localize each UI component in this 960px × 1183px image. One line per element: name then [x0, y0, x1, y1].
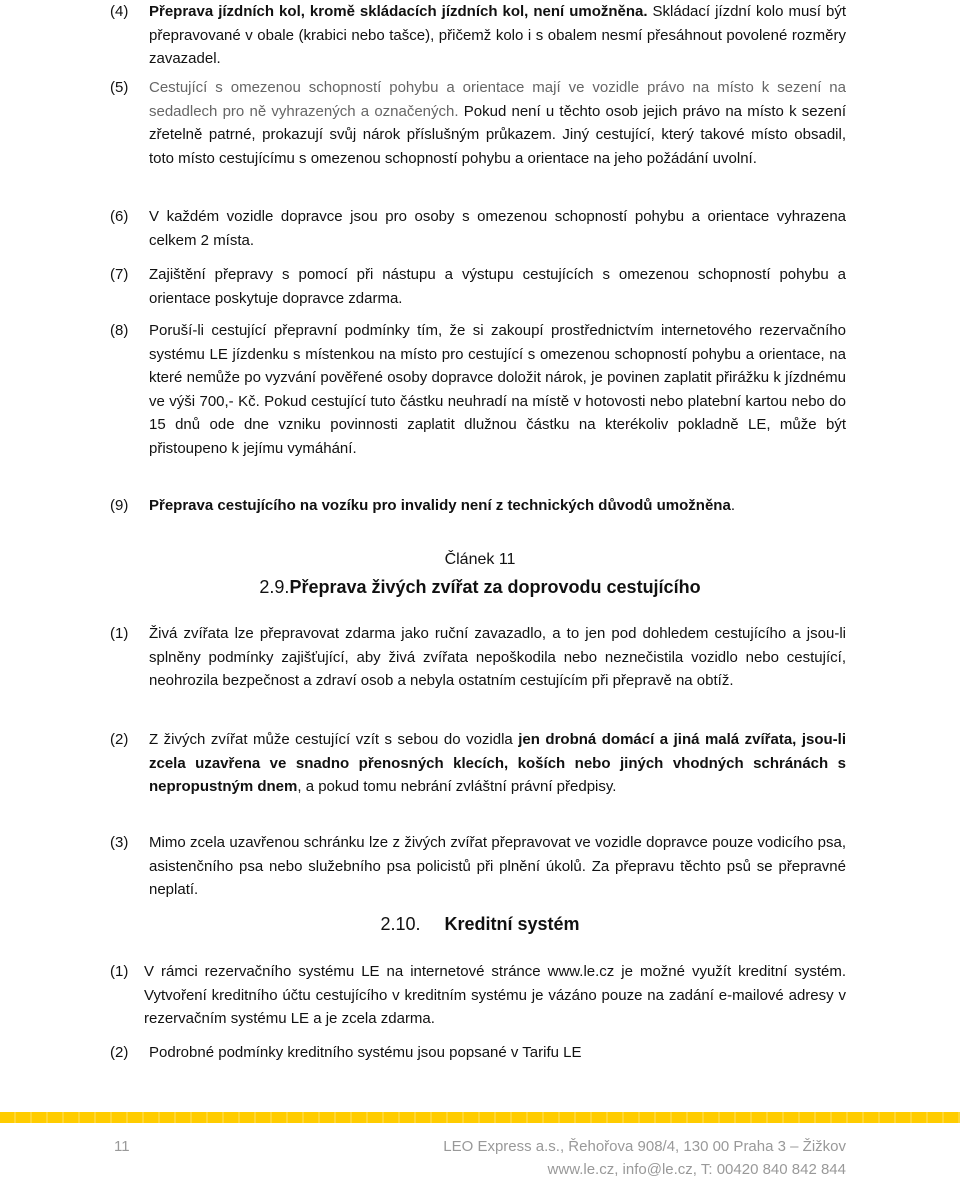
paragraph-text: Poruší-li cestující přepravní podmínky tím, že si zakoupí prostřednictvím internetového rezervačního systému LE jízdenku s místenkou na místo pro cestující s omezenou schopností pohybu a orientace, na které nemůže po vyzvání pověřené osoby dopravce doložit nárok, je povinen zaplatit přirážku k jízdnému ve výši 700,- Kč. Pokud cestující tuto částku neuhradí na místě v hotovosti nebo platební kartou nebo do 15 dnů ode dne vzniku povinnosti zaplatit dlužnou částku na kterékoliv pokladně LE, může být přistoupeno k jejímu vymáhání. [149, 322, 846, 457]
paragraph-4 [110, 0, 846, 71]
paragraph-number: (6) [110, 208, 129, 225]
paragraph-number: (7) [110, 266, 129, 283]
paragraph-number: (2) [110, 731, 129, 748]
paragraph-text: . [730, 497, 735, 514]
section-title: Kreditní systém [444, 914, 580, 934]
paragraph-6 [110, 205, 846, 252]
paragraph-5 [110, 76, 846, 170]
paragraph-text: V rámci rezervačního systému LE na internetové stránce www.le.cz je možné využít kreditní systém. Vytvoření kreditního účtu cestujícího v kreditním systému je vázáno pouze na zadání e-mailové adresy v rezervačním systému LE a je zcela zdarma. [144, 963, 846, 1027]
paragraph-number: (2) [110, 1044, 129, 1061]
article-heading: Článek 11 [444, 551, 516, 568]
paragraph-number: (4) [110, 3, 129, 20]
footer-accent-bar [0, 1112, 960, 1123]
paragraph-text: V každém vozidle dopravce jsou pro osoby s omezenou schopností pohybu a orientace vyhrazena celkem 2 místa. [149, 208, 846, 249]
bold-text: jen drobná domácí a jiná malá zvířata, jsou-li zcela uzavřena ve snadno přenosných klecích, koších nebo jiných vhodných schránách s nepropustným dnem [149, 731, 846, 795]
animal-paragraph-2 [110, 728, 846, 799]
section-number: 2.10. [380, 914, 421, 934]
paragraph-9 [110, 494, 846, 518]
paragraph-text: Mimo zcela uzavřenou schránku lze z živých zvířat přepravovat ve vozidle dopravce pouze vodicího psa, asistenčního psa nebo služebního psa policistů při plnění úkolů. Za přepravu těchto psů se přepravné neplatí. [149, 834, 846, 898]
paragraph-text: Z živých zvířat může cestující vzít s sebou do vozidla [149, 731, 519, 748]
page-number: 11 [114, 1138, 130, 1155]
paragraph-number: (3) [110, 834, 129, 851]
paragraph-text-end: , a pokud tomu nebrání zvláštní právní předpisy. [297, 778, 617, 795]
paragraph-number: (8) [110, 322, 129, 339]
credit-paragraph-2 [110, 1041, 846, 1065]
paragraph-number: (9) [110, 497, 129, 514]
paragraph-text: Skládací jízdní kolo musí být přepravované v obale (krabici nebo tašce), přičemž kolo i s obalem nesmí přesáhnout povolené rozměry zavazadel. [149, 3, 846, 67]
paragraph-text: Podrobné podmínky kreditního systému jsou popsané v Tarifu LE [149, 1044, 582, 1061]
footer-contact: www.le.cz, info@le.cz, T: 00420 840 842 844 [547, 1161, 846, 1178]
paragraph-number: (1) [110, 963, 129, 980]
section-heading-2-10 [0, 914, 960, 935]
footer-address: LEO Express a.s., Řehořova 908/4, 130 00 Praha 3 – Žižkov [443, 1138, 846, 1155]
section-heading-2-9 [0, 577, 960, 598]
paragraph-8 [110, 319, 846, 460]
paragraph-text: Pokud není u těchto osob jejich právo na místo k sezení zřetelně patrné, prokazují svůj nárok příslušným průkazem. Jiný cestující, který takové místo obsadil, toto místo cestujícímu s omezenou schopností pohybu a orientace na jeho požádání uvolní. [149, 102, 846, 167]
animal-paragraph-3 [110, 831, 846, 902]
credit-paragraph-1 [110, 960, 846, 1031]
bold-text: Přeprava cestujícího na vozíku pro invalidy není z technických důvodů umožněna [149, 497, 731, 514]
section-title: Přeprava živých zvířat za doprovodu cestujícího [289, 577, 701, 597]
paragraph-number: (1) [110, 625, 129, 642]
paragraph-number: (5) [110, 79, 129, 96]
animal-paragraph-1 [110, 622, 846, 693]
highlighted-text: Cestující s omezenou schopností pohybu a orientace mají ve vozidle právo na místo k sezení na sedadlech pro ně vyhrazených a označených. [149, 79, 846, 120]
bold-text: Přeprava jízdních kol, kromě skládacích jízdních kol, není umožněna. [149, 3, 648, 20]
section-number: 2.9. [259, 577, 290, 597]
paragraph-text: Zajištění přepravy s pomocí při nástupu a výstupu cestujících s omezenou schopností pohybu a orientace poskytuje dopravce zdarma. [149, 266, 846, 307]
paragraph-7 [110, 263, 846, 310]
paragraph-text: Živá zvířata lze přepravovat zdarma jako ruční zavazadlo, a to jen pod dohledem cestujícího a jsou-li splněny podmínky zajišťující, aby živá zvířata nepoškodila nebo neznečistila vozidlo nebo cestující, neohrozila bezpečnost a zdraví osob a nebyla ostatním cestujícím při přepravě na obtíž. [149, 625, 846, 689]
